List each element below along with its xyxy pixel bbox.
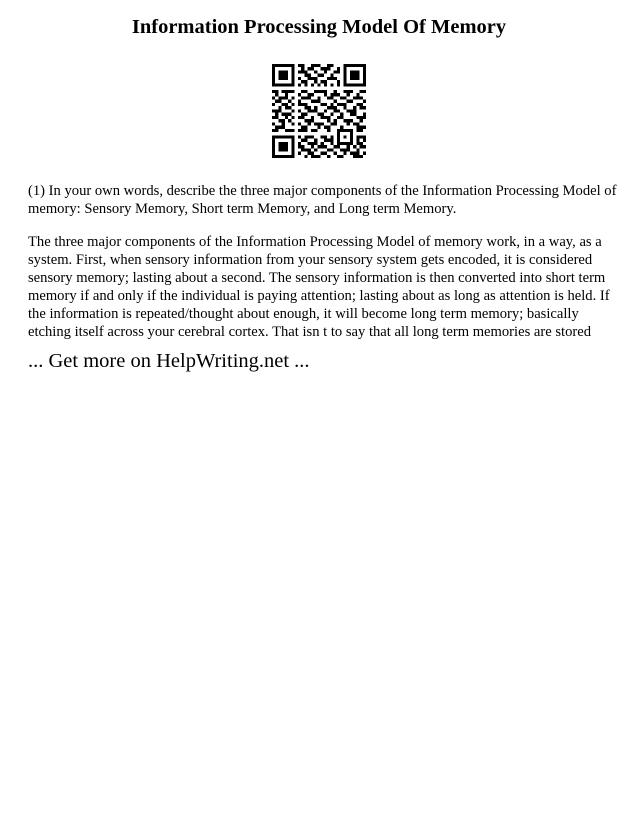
question-text: (1) In your own words, describe the three major components of the Information Processing Model of memory: Sensory Memory, Short term Memory, and Long term Memory. [28, 183, 617, 217]
document-title: Information Processing Model Of Memory [131, 16, 507, 38]
get-more-link[interactable]: ... Get more on HelpWriting.net ... [28, 350, 310, 372]
qr-code-icon [272, 64, 366, 158]
answer-text: The three major components of the Information Processing Model of memory work, in a way, as a system. First, when sensory information from your sensory system gets encoded, it is considered sensory memory; lasting about a second. The sensory information is then converted into short term memory if and only if the individual is paying attention; lasting about as long as attention is held. If the information is repeated/thought about enough, it will become long term memory; basically etching itself across your cerebral cortex. That isn t to say that all long term memories are stored [28, 234, 610, 340]
